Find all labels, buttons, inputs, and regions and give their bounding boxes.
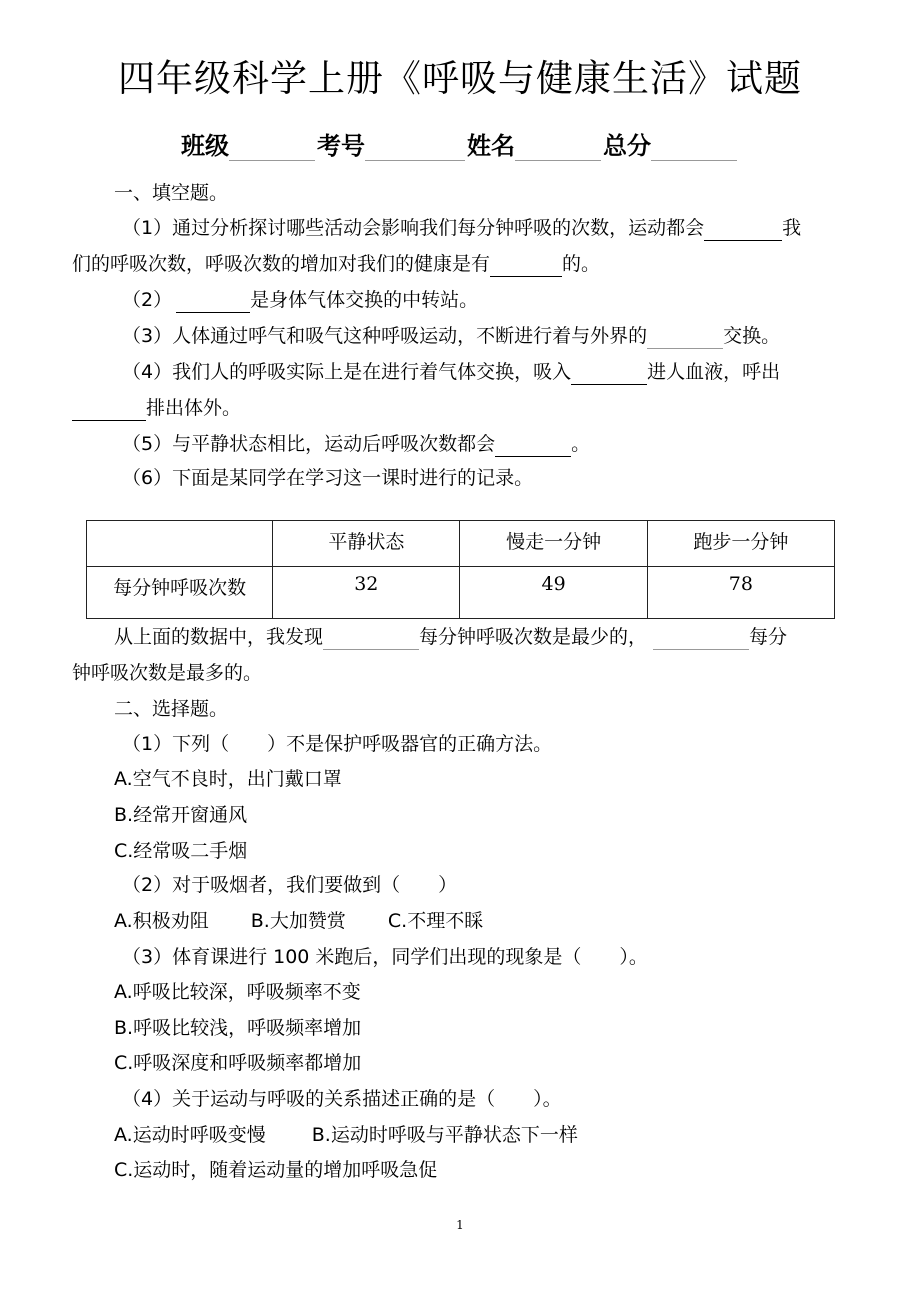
mc-q1-option-c[interactable]: C.经常吸二手烟 <box>114 840 248 862</box>
mc-q4-option-b[interactable]: B.运动时呼吸与平静状态下一样 <box>311 1124 578 1146</box>
finding-text-c: 每分 <box>749 626 788 648</box>
mc-q3-option-b[interactable]: B.呼吸比较浅，呼吸频率增加 <box>114 1017 362 1039</box>
finding-line1 <box>114 624 787 650</box>
score-label: 总分 <box>603 132 651 160</box>
q1-text-a: （1）通过分析探讨哪些活动会影响我们每分钟呼吸的次数，运动都会 <box>122 217 705 239</box>
page-number: 1 <box>456 1218 464 1232</box>
class-blank[interactable] <box>229 132 315 161</box>
mc-q1-option-a[interactable]: A.空气不良时，出门戴口罩 <box>114 768 342 790</box>
q6-line: （6）下面是某同学在学习这一课时进行的记录。 <box>122 467 534 489</box>
q2-blank[interactable] <box>176 290 250 313</box>
q2-text-b: 是身体气体交换的中转站。 <box>250 289 479 311</box>
section2-heading: 二、选择题。 <box>114 698 229 720</box>
page-title: 四年级科学上册《呼吸与健康生活》试题 <box>118 57 802 100</box>
mc-q1-option-b[interactable]: B.经常开窗通风 <box>114 804 248 826</box>
class-label: 班级 <box>181 132 229 160</box>
q4-line2 <box>72 395 241 421</box>
student-info-row <box>0 126 920 161</box>
table-header-cell: 慢走一分钟 <box>460 521 647 567</box>
mc-q2-option-b[interactable]: B.大加赞赏 <box>250 910 346 932</box>
table-row <box>87 567 835 619</box>
breathing-record-table <box>86 520 835 619</box>
q4-text-a: （4）我们人的呼吸实际上是在进行着气体交换，吸入 <box>122 361 572 383</box>
finding-blank-2[interactable] <box>653 627 749 650</box>
table-cell: 78 <box>647 567 834 619</box>
q1-text-d: 的。 <box>562 253 601 275</box>
q1-blank-1[interactable] <box>704 218 782 241</box>
q5-blank[interactable] <box>495 434 571 457</box>
q3-blank[interactable] <box>647 326 723 349</box>
section1-heading: 一、填空题。 <box>114 182 229 204</box>
mc-q4-option-a[interactable]: A.运动时呼吸变慢 <box>114 1124 266 1146</box>
mc-q3-option-a[interactable]: A.呼吸比较深，呼吸频率不变 <box>114 981 361 1003</box>
q4-blank-1[interactable] <box>571 362 647 385</box>
q4-line1 <box>122 359 780 385</box>
q5-text-a: （5）与平静状态相比，运动后呼吸次数都会 <box>122 433 496 455</box>
mc-q4-option-c[interactable]: C.运动时，随着运动量的增加呼吸急促 <box>114 1159 438 1181</box>
mc-q4: （4）关于运动与呼吸的关系描述正确的是（ ）。 <box>122 1088 562 1110</box>
finding-text-a: 从上面的数据中，我发现 <box>114 626 324 648</box>
mc-q2: （2）对于吸烟者，我们要做到（ ） <box>122 874 458 896</box>
q3-text-a: （3）人体通过呼气和吸气这种呼吸运动，不断进行着与外界的 <box>122 325 648 347</box>
q3-text-b: 交换。 <box>723 325 781 347</box>
q1-text-b: 我 <box>782 217 802 239</box>
q4-text-b: 进人血液，呼出 <box>647 361 781 383</box>
q4-blank-2[interactable] <box>72 398 146 421</box>
finding-text-b: 每分钟呼吸次数是最少的， <box>419 626 648 648</box>
table-header-row <box>87 521 835 567</box>
q4-text-c: 排出体外。 <box>146 397 242 419</box>
mc-q3: （3）体育课进行 100 米跑后，同学们出现的现象是（ ）。 <box>122 946 648 968</box>
table-header-cell: 平静状态 <box>273 521 460 567</box>
name-blank[interactable] <box>515 132 601 161</box>
table-cell: 49 <box>460 567 647 619</box>
table-corner-cell <box>87 521 273 567</box>
q5-text-b: 。 <box>571 433 591 455</box>
finding-line2: 钟呼吸次数是最多的。 <box>72 662 263 684</box>
score-blank[interactable] <box>651 132 737 161</box>
exam-no-label: 考号 <box>317 132 365 160</box>
table-row-label: 每分钟呼吸次数 <box>87 567 273 619</box>
name-label: 姓名 <box>467 132 515 160</box>
q2-text-a: （2） <box>122 289 173 311</box>
q3-line <box>122 323 780 349</box>
exam-no-blank[interactable] <box>365 132 465 161</box>
q1-text-c: 们的呼吸次数，呼吸次数的增加对我们的健康是有 <box>72 253 491 275</box>
mc-q1: （1）下列（ ）不是保护呼吸器官的正确方法。 <box>122 733 553 755</box>
mc-q2-option-c[interactable]: C.不理不睬 <box>387 910 484 932</box>
table-cell: 32 <box>273 567 460 619</box>
mc-q4-options-ab <box>114 1122 578 1148</box>
q1-line2 <box>72 251 600 277</box>
mc-q3-option-c[interactable]: C.呼吸深度和呼吸频率都增加 <box>114 1052 362 1074</box>
q1-line1 <box>122 215 801 241</box>
q1-blank-2[interactable] <box>490 254 562 277</box>
table-header-cell: 跑步一分钟 <box>647 521 834 567</box>
mc-q2-options <box>114 908 483 934</box>
q2-line <box>122 287 478 313</box>
q5-line <box>122 431 590 457</box>
mc-q2-option-a[interactable]: A.积极劝阻 <box>114 910 209 932</box>
finding-blank-1[interactable] <box>323 627 419 650</box>
